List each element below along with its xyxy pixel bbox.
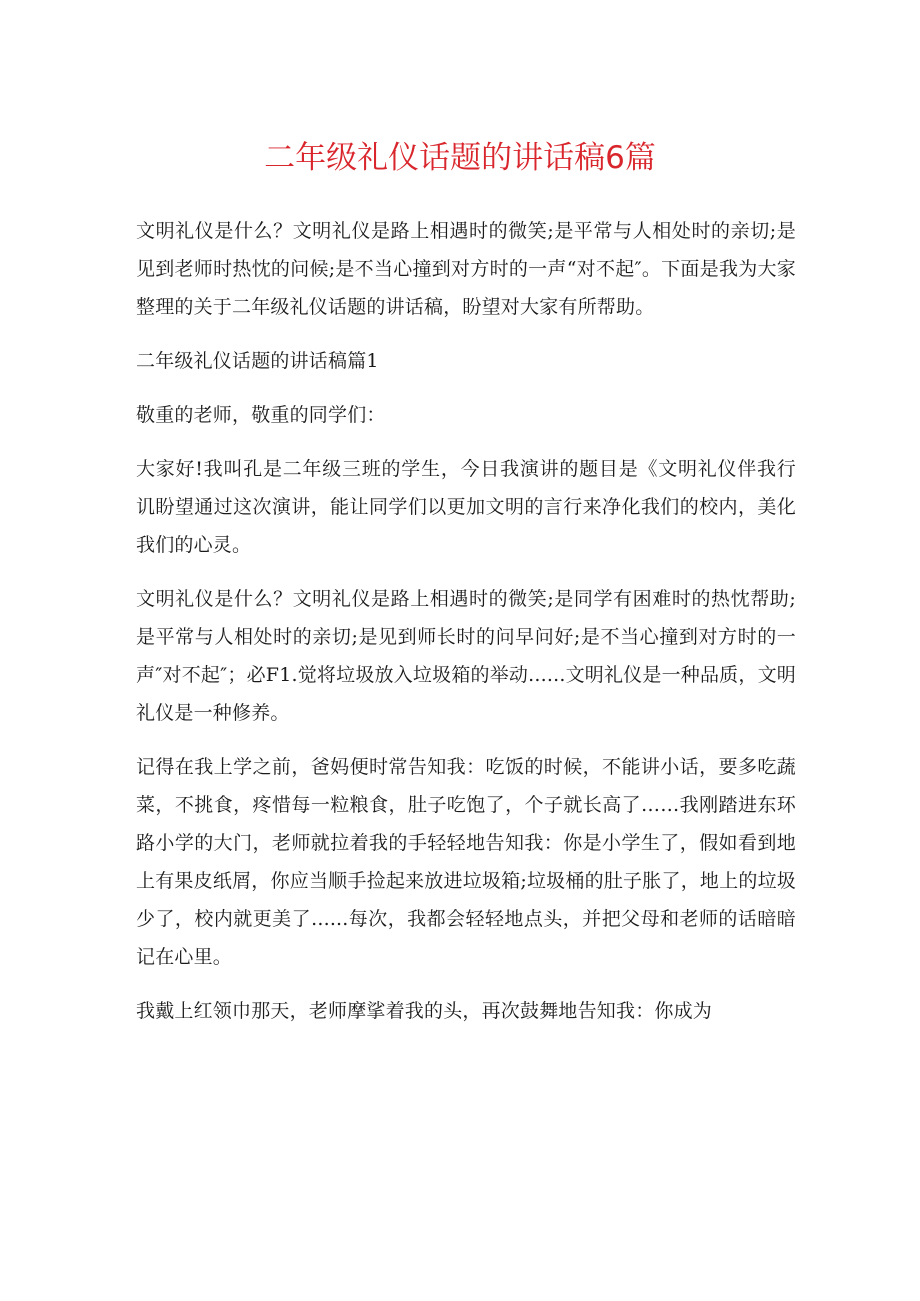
salutation: 敬重的老师，敬重的同学们：: [136, 404, 386, 426]
body-paragraph: 我戴上红领巾那天，老师摩挲着我的头，再次鼓舞地告知我：你成为: [136, 1000, 713, 1022]
intro-paragraph: 文明礼仪是什么？文明礼仪是路上相遇时的微笑;是平常与人相处时的亲切;是见到老师时热忱的问候;是不当心撞到对方时的一声“对不起″。下面是我为大家整理的关于二年级礼仪话题的讲话稿，盼望对大家有所帮助。: [136, 220, 796, 318]
body-paragraph: 记得在我上学之前，爸妈便时常告知我：吃饭的时候，不能讲小话，要多吃蔬菜，不挑食，疼惜每一粒粮食，肚子吃饱了，个子就长高了……我刚踏进东环路小学的大门，老师就拉着我的手轻轻地告知我：你是小学生了，假如看到地上有果皮纸屑，你应当顺手捡起来放进垃圾箱;垃圾桶的肚子胀了，地上的垃圾少了，校内就更美了......每次，我都会轻轻地点头，并把父母和老师的话暗暗记在心里。: [136, 756, 796, 968]
body-paragraph: 文明礼仪是什么？文明礼仪是路上相遇时的微笑;是同学有困难时的热忱帮助;是平常与人相处时的亲切;是见到师长时的问早问好;是不当心撞到对方时的一声″对不起″；必F1.觉将垃圾放入垃圾箱的举动......文明礼仪是一种品质，文明礼仪是一种修养。: [136, 588, 796, 724]
document-body: [136, 212, 796, 1046]
document-title: 二年级礼仪话题的讲话稿6篇: [264, 140, 656, 176]
body-paragraph: 大家好!我叫孔是二年级三班的学生，今日我演讲的题目是《文明礼仪伴我行讥盼望通过这次演讲，能让同学们以更加文明的言行来净化我们的校内，美化我们的心灵。: [136, 458, 796, 556]
section-heading: 二年级礼仪话题的讲话稿篇1: [136, 350, 379, 372]
